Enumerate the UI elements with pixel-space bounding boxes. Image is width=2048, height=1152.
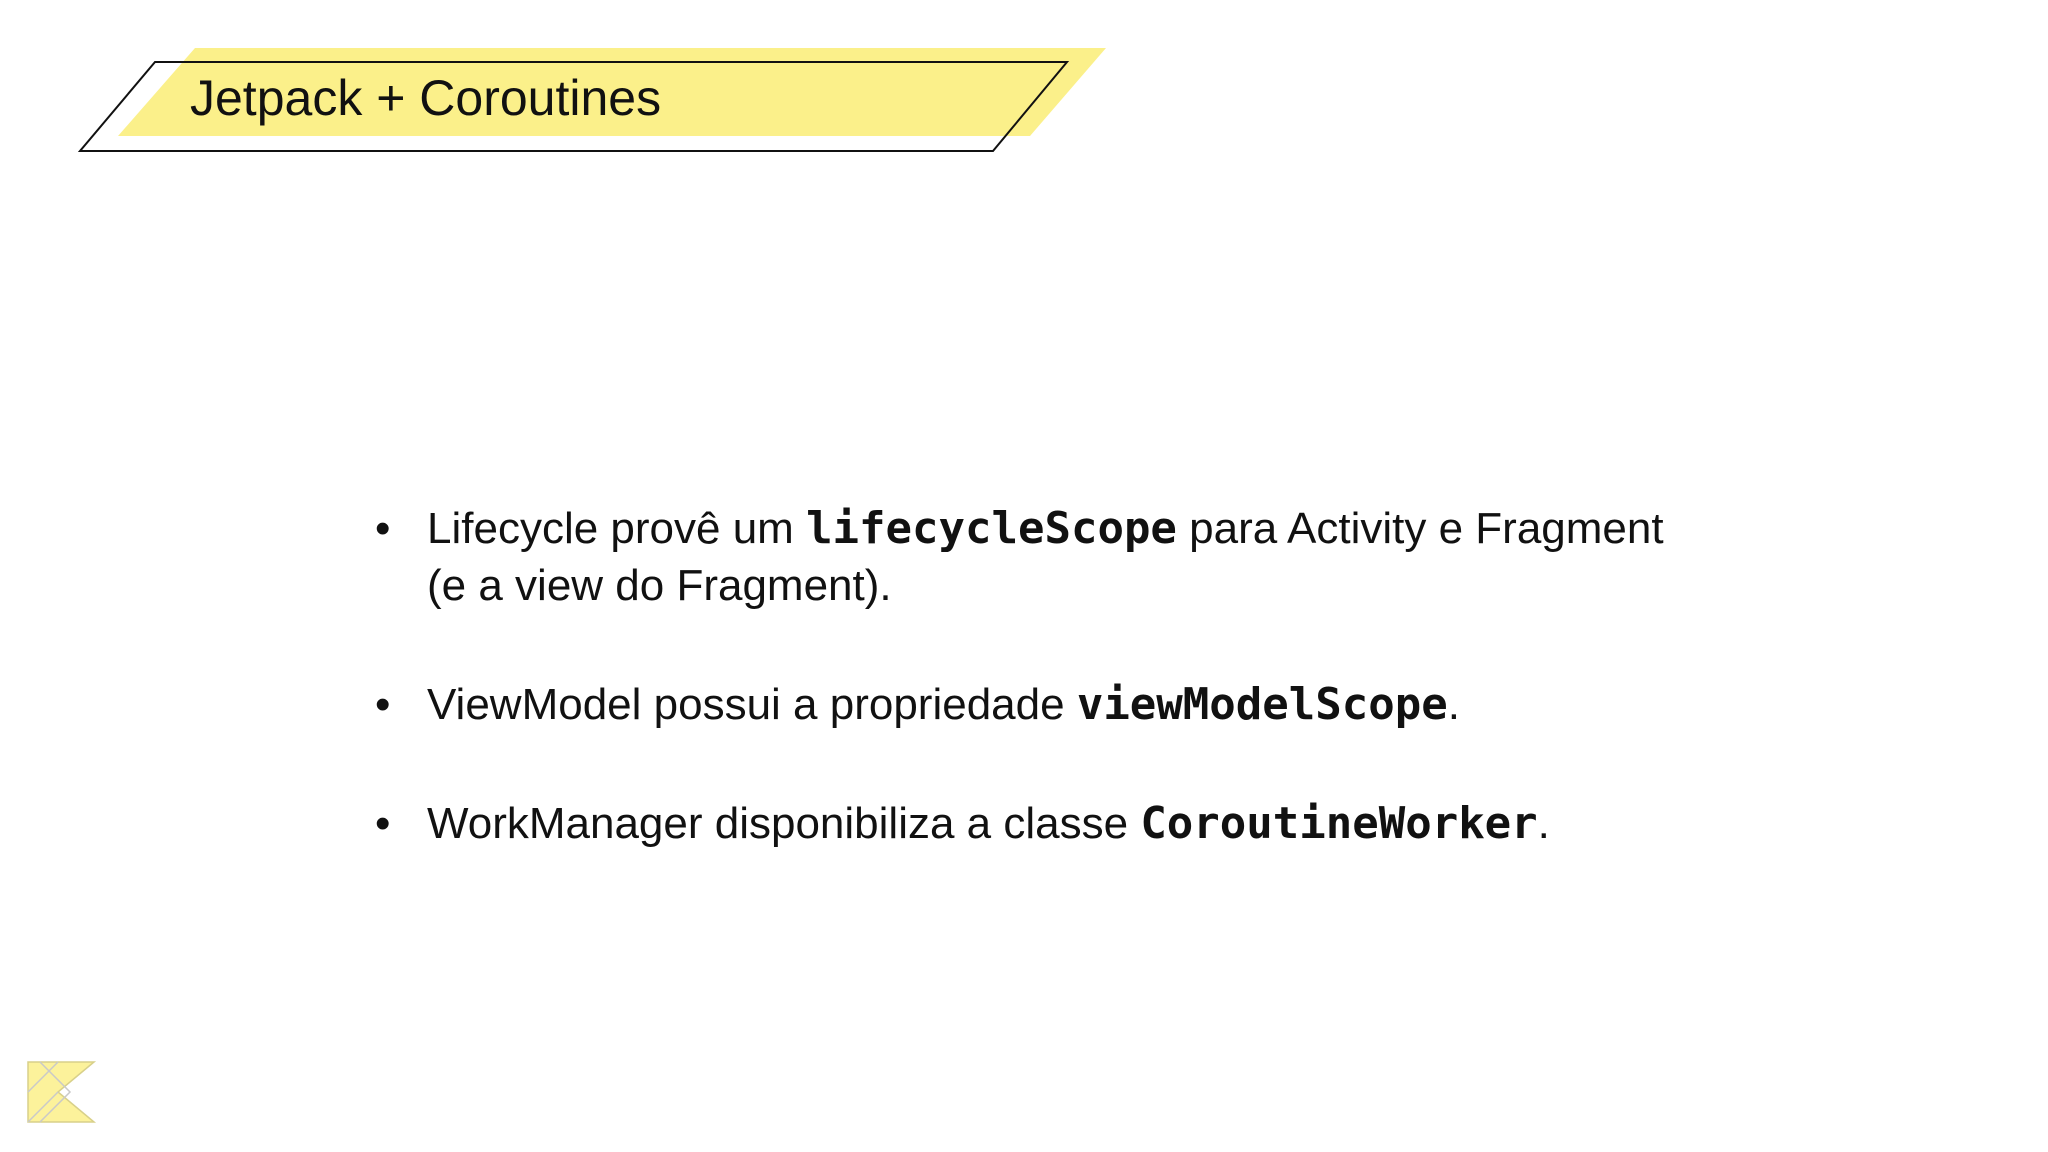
bullet-dot: •	[375, 799, 391, 848]
bullet-text: .	[1447, 680, 1460, 729]
bullet-dot: •	[375, 504, 391, 553]
bullet-dot: •	[375, 680, 391, 729]
bullet-list	[375, 500, 1695, 914]
bullet-item	[375, 500, 1695, 614]
bullet-item	[375, 676, 1695, 733]
bullet-item	[375, 795, 1695, 852]
bullet-text: Lifecycle provê um	[427, 504, 807, 553]
bullet-text: .	[1537, 799, 1550, 848]
slide-title: Jetpack + Coroutines	[190, 70, 662, 126]
bullet-text: WorkManager disponibiliza a classe	[427, 799, 1141, 848]
code-term: CoroutineWorker	[1140, 798, 1538, 849]
code-term: lifecycleScope	[806, 503, 1177, 554]
kotlin-logo-icon	[26, 1056, 98, 1128]
bullet-text: para Activity e Fragment (e a view do Fragment).	[427, 504, 1664, 610]
code-term: viewModelScope	[1076, 679, 1448, 730]
bullet-text: ViewModel possui a propriedade	[427, 680, 1077, 729]
